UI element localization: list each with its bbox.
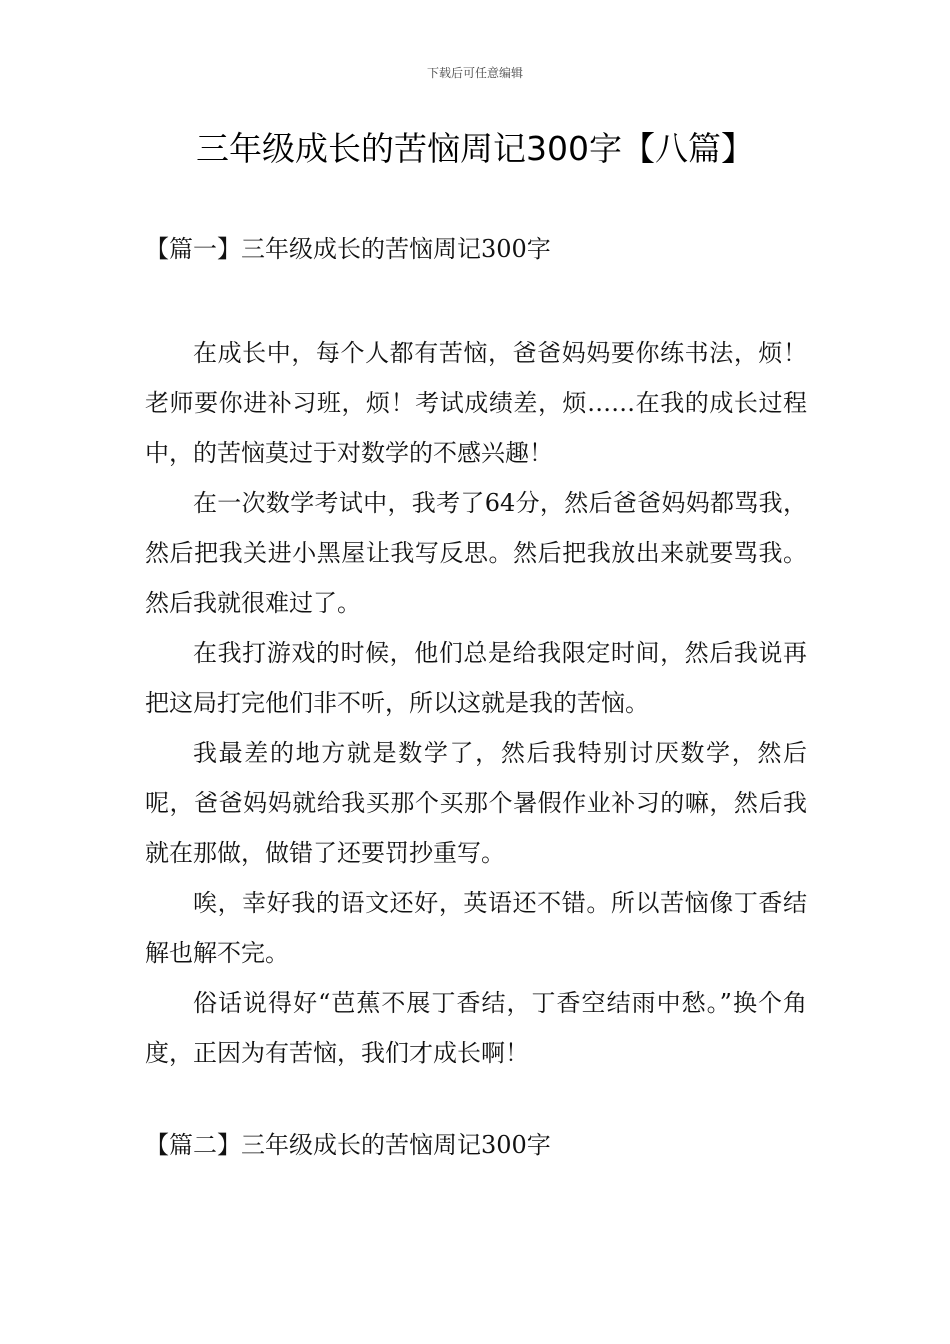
paragraph: 我最差的地方就是数学了，然后我特别讨厌数学，然后呢，爸爸妈妈就给我买那个买那个暑假作业补习的嘛，然后我就在那做，做错了还要罚抄重写。 [145,739,807,867]
header-note: 下载后可任意编辑 [426,66,523,80]
section-heading-1: 【篇一】三年级成长的苦恼周记300字 [145,235,551,263]
section-heading-2: 【篇二】三年级成长的苦恼周记300字 [145,1131,551,1159]
paragraph: 在一次数学考试中，我考了64分，然后爸爸妈妈都骂我，然后把我关进小黑屋让我写反思。然后把我放出来就要骂我。然后我就很难过了。 [145,489,807,617]
document-title: 三年级成长的苦恼周记300字【八篇】 [196,129,754,168]
paragraph: 俗话说得好“芭蕉不展丁香结，丁香空结雨中愁。”换个角度，正因为有苦恼，我们才成长啊！ [145,989,807,1067]
paragraph: 在成长中，每个人都有苦恼，爸爸妈妈要你练书法，烦！老师要你进补习班，烦！考试成绩差，烦……在我的成长过程中，的苦恼莫过于对数学的不感兴趣！ [145,339,807,467]
paragraph: 唉，幸好我的语文还好，英语还不错。所以苦恼像丁香结解也解不完。 [145,889,807,967]
section-1-body [145,328,807,1078]
paragraph: 在我打游戏的时候，他们总是给我限定时间，然后我说再把这局打完他们非不听，所以这就是我的苦恼。 [145,639,807,717]
